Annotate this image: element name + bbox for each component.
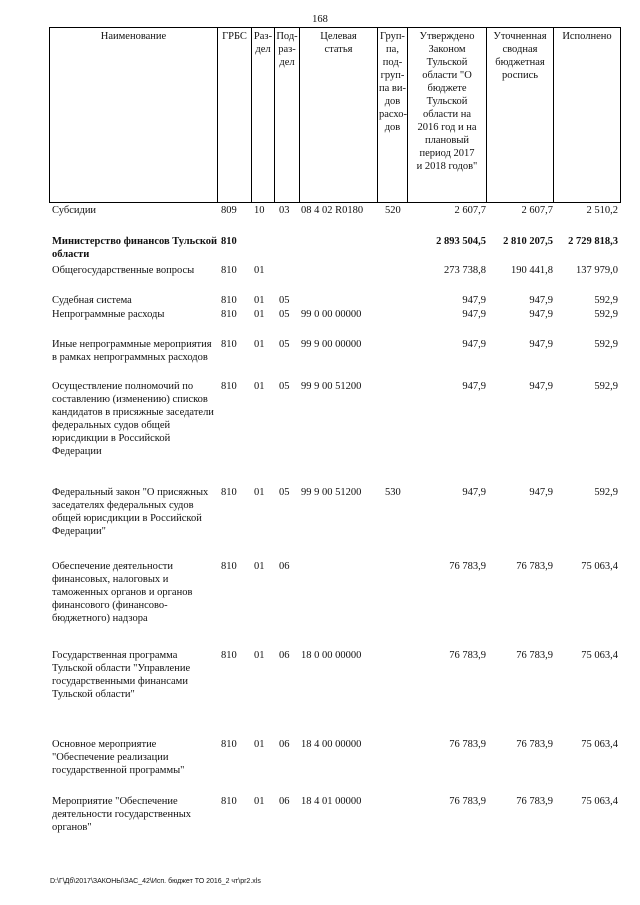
- row-target: 18 4 00 00000: [301, 739, 362, 750]
- row-name: Иные непрограммные мероприятия в рамках непрограммных расходов: [52, 339, 212, 363]
- row-refined: 76 783,9: [516, 561, 553, 572]
- row-razdel: 01: [254, 561, 265, 572]
- row-razdel: 01: [254, 339, 265, 350]
- row-executed: 592,9: [594, 295, 618, 306]
- row-approved: 947,9: [462, 339, 486, 350]
- row-podrazdel: 05: [279, 381, 290, 392]
- row-razdel: 01: [254, 487, 265, 498]
- row-target: 18 0 00 00000: [301, 650, 362, 661]
- row-executed: 592,9: [594, 309, 618, 320]
- page-number: 168: [312, 14, 328, 25]
- row-name: Обеспечение деятельности финансовых, налоговых и таможенных органов и органов финансового (финансово-бюджетного) надзора: [52, 561, 193, 624]
- file-path-footer: D:\Г\Дб\2017\ЗАКОНЫ\ЗАС_42\Исп. бюджет ТО 2016_2 чт\pr2.xls: [50, 878, 261, 885]
- row-grbs: 810: [221, 295, 237, 306]
- row-refined: 190 441,8: [511, 265, 553, 276]
- row-executed: 592,9: [594, 487, 618, 498]
- row-approved: 76 783,9: [449, 561, 486, 572]
- row-refined: 76 783,9: [516, 796, 553, 807]
- row-podrazdel: 05: [279, 295, 290, 306]
- row-podrazdel: 03: [279, 205, 290, 216]
- row-approved: 76 783,9: [449, 650, 486, 661]
- row-target: 99 9 00 51200: [301, 487, 362, 498]
- header-refined: Уточненная сводная бюджетная роспись: [487, 28, 554, 203]
- row-executed: 2 510,2: [586, 205, 618, 216]
- row-grbs: 810: [221, 487, 237, 498]
- row-vid: 530: [385, 487, 401, 498]
- row-executed: 592,9: [594, 339, 618, 350]
- row-name: Мероприятие "Обеспечение деятельности государственных органов": [52, 796, 192, 833]
- row-target: 18 4 01 00000: [301, 796, 362, 807]
- row-grbs: 809: [221, 205, 237, 216]
- row-refined: 947,9: [529, 295, 553, 306]
- row-target: 99 0 00 00000: [301, 309, 362, 320]
- row-executed: 75 063,4: [581, 739, 618, 750]
- row-grbs: 810: [221, 796, 237, 807]
- row-grbs: 810: [221, 650, 237, 661]
- row-executed: 592,9: [594, 381, 618, 392]
- row-name: Общегосударственные вопросы: [52, 265, 195, 276]
- row-razdel: 01: [254, 739, 265, 750]
- row-name: Субсидии: [52, 205, 97, 216]
- header-executed: Исполнено: [554, 28, 621, 203]
- row-executed: 75 063,4: [581, 796, 618, 807]
- header-vid: Груп- па, под- груп- па ви- дов расхо- дов: [378, 28, 408, 203]
- row-target: 08 4 02 R0180: [301, 205, 364, 216]
- row-approved: 947,9: [462, 295, 486, 306]
- row-approved: 76 783,9: [449, 739, 486, 750]
- row-refined: 947,9: [529, 487, 553, 498]
- row-executed: 75 063,4: [581, 650, 618, 661]
- header-grbs: ГРБС: [218, 28, 252, 203]
- row-approved: 2 893 504,5: [436, 236, 486, 247]
- row-razdel: 01: [254, 796, 265, 807]
- row-razdel: 01: [254, 309, 265, 320]
- row-target: 99 9 00 51200: [301, 381, 362, 392]
- row-name: Федеральный закон "О присяжных заседателях федеральных судов общей юрисдикции в Российской Федерации": [52, 487, 209, 537]
- row-name: Осуществление полномочий по составлению (изменению) списков кандидатов в присяжные заседатели федеральных судов общей юрисдикции в Российской Федерации: [52, 381, 214, 457]
- row-razdel: 01: [254, 265, 265, 276]
- row-executed: 2 729 818,3: [568, 236, 618, 247]
- row-target: 99 9 00 00000: [301, 339, 362, 350]
- row-name: Основное мероприятие "Обеспечение реализации государственной программы": [52, 739, 185, 776]
- row-refined: 947,9: [529, 381, 553, 392]
- row-grbs: 810: [221, 381, 237, 392]
- row-podrazdel: 05: [279, 309, 290, 320]
- row-refined: 2 607,7: [521, 205, 553, 216]
- row-executed: 75 063,4: [581, 561, 618, 572]
- row-grbs: 810: [221, 309, 237, 320]
- row-name: Министерство финансов Тульской области: [52, 236, 218, 260]
- row-name: Судебная система: [52, 295, 132, 306]
- header-name: Наименование: [50, 28, 218, 203]
- row-grbs: 810: [221, 739, 237, 750]
- row-grbs: 810: [221, 561, 237, 572]
- row-name: Непрограммные расходы: [52, 309, 165, 320]
- row-approved: 947,9: [462, 487, 486, 498]
- row-podrazdel: 06: [279, 796, 290, 807]
- row-podrazdel: 06: [279, 561, 290, 572]
- header-podrazdel: Под- раз- дел: [275, 28, 300, 203]
- row-refined: 947,9: [529, 309, 553, 320]
- row-grbs: 810: [221, 265, 237, 276]
- row-razdel: 01: [254, 295, 265, 306]
- row-podrazdel: 05: [279, 487, 290, 498]
- row-grbs: 810: [221, 236, 237, 247]
- row-razdel: 10: [254, 205, 265, 216]
- header-razdel: Раз- дел: [252, 28, 275, 203]
- row-grbs: 810: [221, 339, 237, 350]
- row-executed: 137 979,0: [576, 265, 618, 276]
- row-approved: 947,9: [462, 381, 486, 392]
- row-approved: 947,9: [462, 309, 486, 320]
- row-razdel: 01: [254, 650, 265, 661]
- row-name: Государственная программа Тульской области "Управление государственными финансами Тульской области": [52, 650, 191, 700]
- row-refined: 76 783,9: [516, 650, 553, 661]
- row-approved: 76 783,9: [449, 796, 486, 807]
- row-approved: 273 738,8: [444, 265, 486, 276]
- row-podrazdel: 06: [279, 650, 290, 661]
- header-target: Целевая статья: [300, 28, 378, 203]
- row-vid: 520: [385, 205, 401, 216]
- row-refined: 947,9: [529, 339, 553, 350]
- row-refined: 76 783,9: [516, 739, 553, 750]
- row-podrazdel: 05: [279, 339, 290, 350]
- header-approved: Утверждено Законом Тульской области "О бюджете Тульской области на 2016 год и на плановый период 2017 и 2018 годов": [408, 28, 487, 203]
- row-razdel: 01: [254, 381, 265, 392]
- row-refined: 2 810 207,5: [503, 236, 553, 247]
- row-podrazdel: 06: [279, 739, 290, 750]
- row-approved: 2 607,7: [454, 205, 486, 216]
